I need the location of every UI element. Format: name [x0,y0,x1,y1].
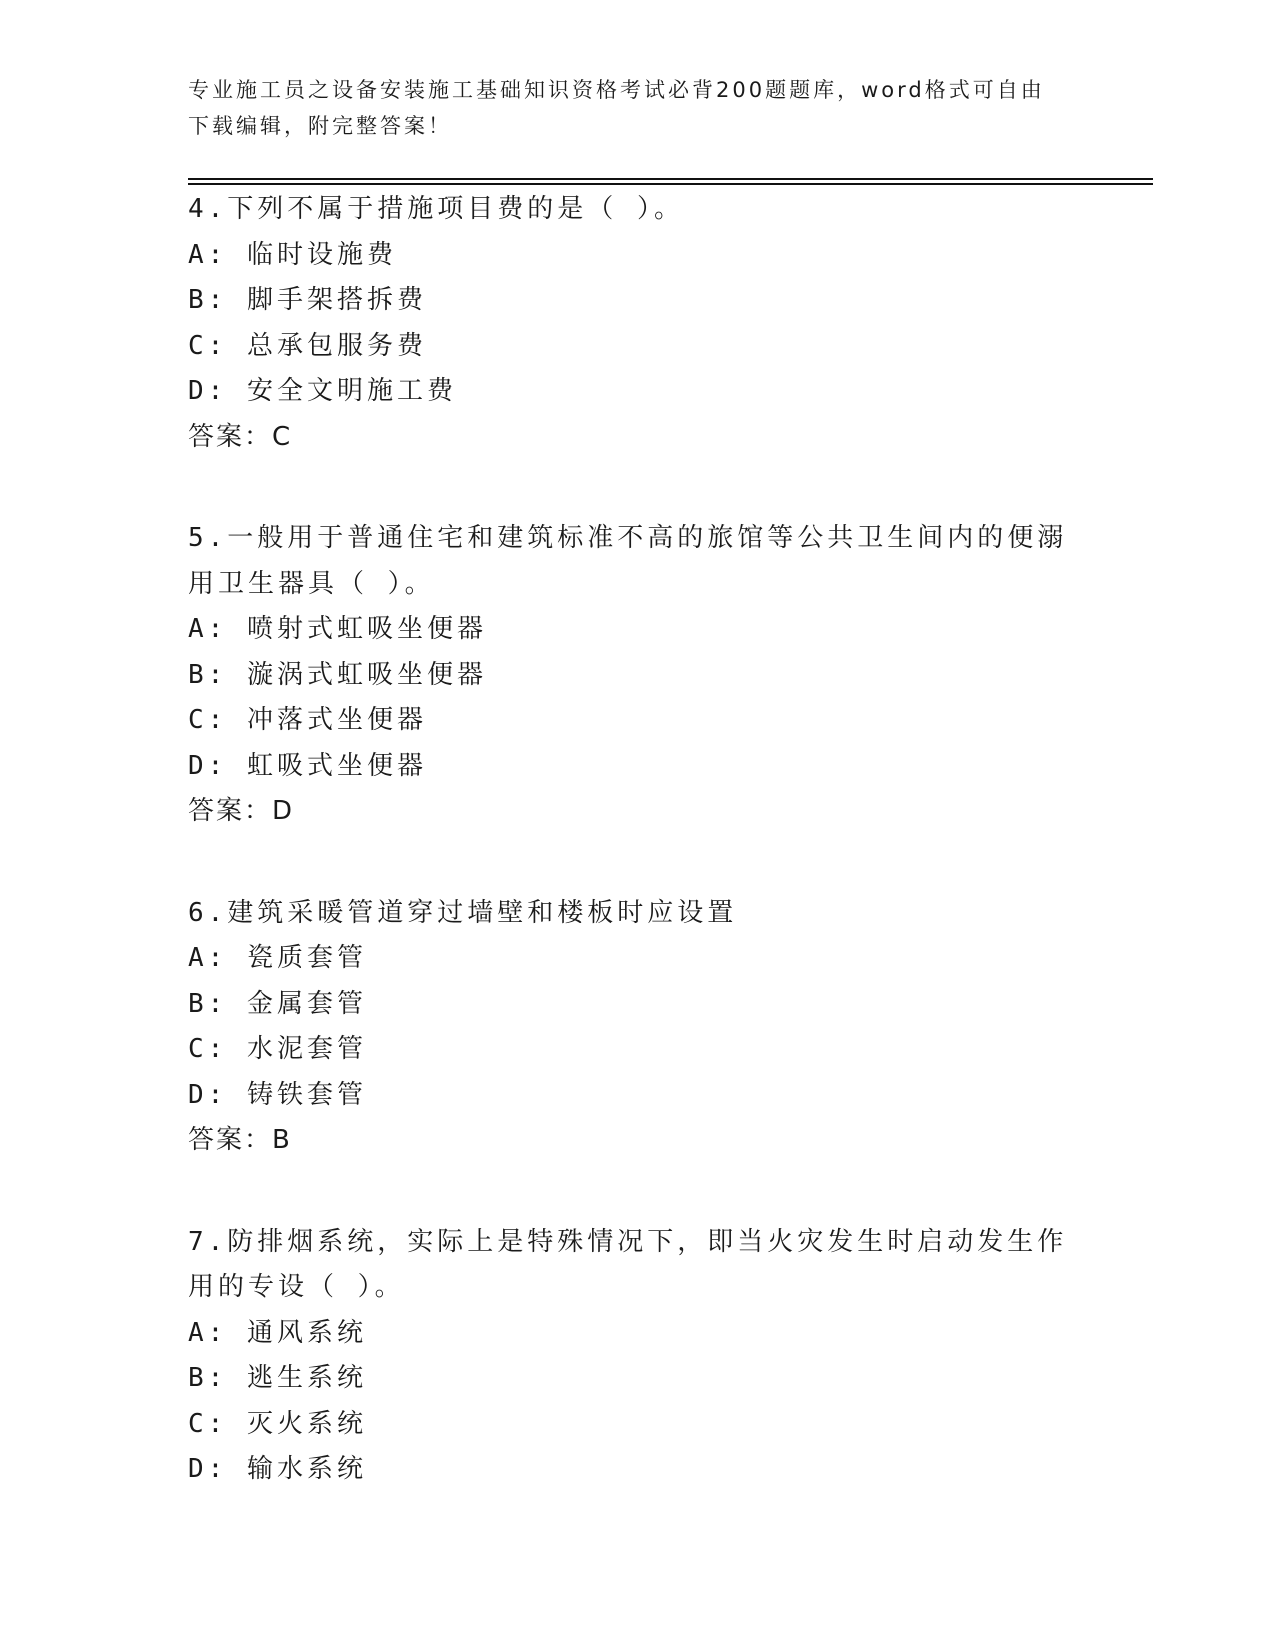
question-stem: 7.防排烟系统，实际上是特殊情况下，即当火灾发生时启动发生作用的专设（ ）。 [188,1226,1068,1302]
question-5 [188,516,1088,835]
option-b: B: 逃生系统 [188,1363,367,1393]
option-d: D: 安全文明施工费 [188,376,457,406]
option-d: D: 虹吸式坐便器 [188,750,427,781]
header-rule-top [188,178,1153,180]
option-d: D: 铸铁套管 [188,1079,367,1110]
question-stem: 4.下列不属于措施项目费的是（ ）。 [188,194,684,224]
answer-text: 答案：C [188,421,293,452]
question-7 [188,1220,1088,1493]
answer-text: 答案：B [188,1125,292,1155]
option-a: A: 通风系统 [188,1317,367,1348]
option-c: C: 总承包服务费 [188,330,427,361]
header-rule-bottom [188,183,1153,185]
option-c: C: 灭火系统 [188,1408,367,1439]
answer-text: 答案：D [188,796,295,826]
option-a: A: 瓷质套管 [188,943,367,973]
option-b: B: 脚手架搭拆费 [188,285,427,315]
option-c: C: 冲落式坐便器 [188,705,427,735]
option-b: B: 金属套管 [188,988,367,1019]
option-a: A: 临时设施费 [188,239,397,270]
option-c: C: 水泥套管 [188,1034,367,1064]
question-stem: 6.建筑采暖管道穿过墙壁和楼板时应设置 [188,897,738,928]
document-header: 专业施工员之设备安装施工基础知识资格考试必背200题题库，word格式可自由下载编辑，附完整答案！ [188,78,1045,138]
option-b: B: 漩涡式虹吸坐便器 [188,659,487,690]
question-4 [188,187,1088,460]
option-a: A: 喷射式虹吸坐便器 [188,614,487,644]
question-stem: 5.一般用于普通住宅和建筑标准不高的旅馆等公共卫生间内的便溺用卫生器具（ ）。 [188,523,1068,599]
question-6 [188,891,1088,1164]
question-list [188,187,1088,1549]
option-d: D: 输水系统 [188,1454,367,1484]
